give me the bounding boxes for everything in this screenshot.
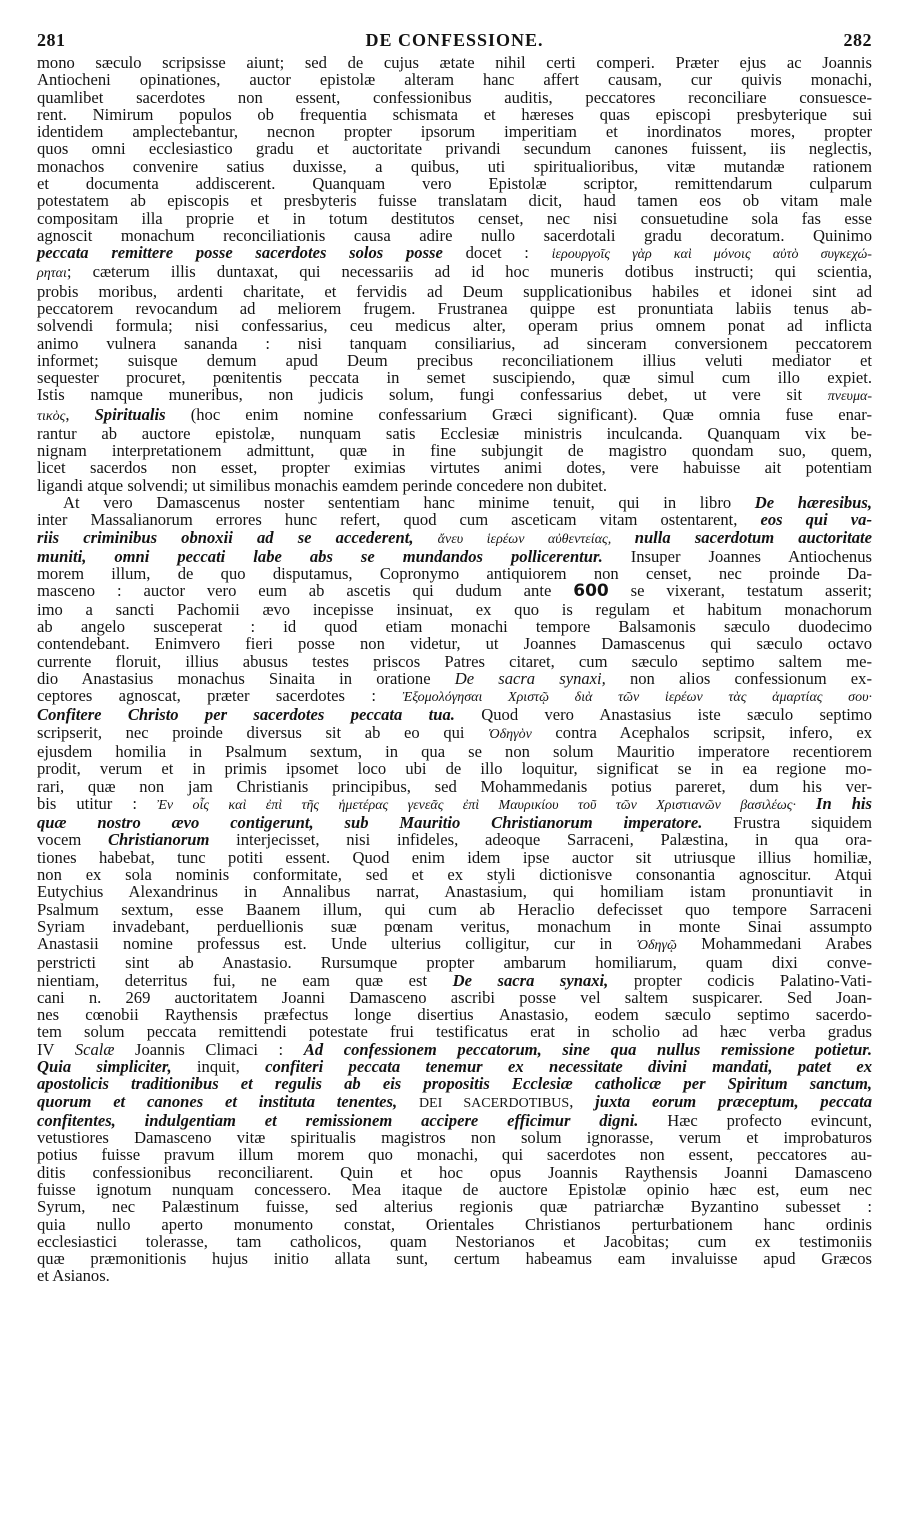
text-run: quia nullo aperto monumento constat, Orientales Christianos perturbationem hanc ordinis	[37, 1214, 872, 1234]
text-line	[37, 972, 872, 989]
page-number-left: 281	[37, 30, 66, 50]
text-line	[37, 1181, 872, 1198]
text-line	[37, 1164, 872, 1181]
text-run: identidem amplectebantur, necnon propter ipsorum imperitiam et inordinatos mores, propter	[37, 122, 872, 142]
text-line	[37, 989, 872, 1006]
text-run: potius fuisse pravum illum morem quo monachi, qui sacerdotes non essent, peccatores au-	[37, 1145, 872, 1165]
text-run: sequester procuret, pœnitentis peccata in semet suscipiendo, quæ simul cum illo expiet.	[37, 368, 872, 388]
text-run: morem illum, de quo disputamus, Copronymo antiquiorem non censet, nec proinde Da-	[37, 564, 872, 584]
text-run: licet sacerdos non esset, propter eximias virtutes animi dotes, vere habuisse ait potentiam	[37, 458, 872, 478]
greek-text: Ὁδηγῷ	[636, 938, 677, 954]
text-run: Insuper Joannes Antiochenus	[602, 546, 872, 566]
text-line	[37, 1112, 872, 1129]
greek-text: Ἐξομολόγησαι Χριστῷ διὰ τῶν ἱερέων τὰς ἁμαρτίας σου·	[402, 690, 872, 706]
greek-text: πνευμα-	[827, 389, 872, 405]
text-run: Quod vero Anastasius iste sæculo septimo	[454, 705, 873, 725]
text-line	[37, 866, 872, 883]
text-run: dio Anastasius monachus Sinaita in oratione	[37, 668, 455, 688]
text-run: contra Acephalos scripsit, infero, ex	[531, 722, 872, 742]
text-run: interjecisset, nisi infideles, adeoque Sarraceni, Palæstina, in qua ora-	[209, 830, 872, 850]
text-line	[37, 778, 872, 795]
text-run: perstricti sint ab Anastasio. Rursumque propter ambarum homiliarum, quam dixi conve-	[37, 953, 872, 973]
text-line	[37, 565, 872, 582]
text-run: ecclesiastici tolerasse, tam catholicos, quam Nestorianos et Jacobitas; cum ex testimoniis	[37, 1231, 872, 1251]
text-run: ,	[65, 404, 95, 424]
text-run: bis utitur :	[37, 793, 157, 813]
text-line	[37, 795, 872, 814]
text-run: animo vulnera sananda : nisi tanquam consiliarius, ad sinceram conversionem peccatorem	[37, 333, 872, 353]
text-line	[37, 54, 872, 71]
body-text	[37, 54, 872, 1285]
text-run: quamlibet sacerdotes non essent, confessionibus auditis, peccatores reconciliare consuesce-	[37, 87, 872, 107]
text-line	[37, 335, 872, 352]
text-run: Hæc profecto evincunt,	[638, 1110, 872, 1130]
text-line	[37, 582, 872, 600]
text-run: DEI SACERDOTIBUS	[418, 1095, 570, 1111]
text-run: juxta eorum præceptum, peccata	[595, 1091, 873, 1111]
text-run: confiteri peccata tenemur ex necessitate divini mandati, patet ex	[265, 1057, 872, 1077]
text-line	[37, 477, 872, 494]
text-line	[37, 954, 872, 971]
text-run: riis criminibus obnoxii ad se accederent,	[37, 527, 438, 547]
text-run: tiones habebat, tunc potiti essent. Quod enim idem ipse auctor sit utriusque illius homiliæ,	[37, 847, 872, 867]
text-run: ; cæterum illis duntaxat, qui necessariis ad id hoc muneris dotibus instructi; qui scientia,	[66, 262, 872, 282]
text-line	[37, 831, 872, 848]
text-line	[37, 244, 872, 263]
text-run: rari, quæ non jam Christianis principibus, sed Mohammedanis potius pareret, dum his ver-	[37, 776, 872, 796]
text-line	[37, 283, 872, 300]
text-line	[37, 352, 872, 369]
text-line	[37, 263, 872, 282]
text-run: inquit,	[171, 1057, 266, 1077]
text-run: Quia simpliciter,	[37, 1057, 172, 1077]
text-run: De hæresibus,	[754, 493, 872, 513]
greek-text: ἄνευ ἱερέων αὐθεντείας,	[437, 531, 635, 547]
text-run: quæ præmonitionis hujus initio allata sunt, certum habeamus eam invaluisse apud Græcos	[37, 1249, 872, 1269]
text-line	[37, 1129, 872, 1146]
text-run: nientiam, deterritus fui, ne eam quæ est	[37, 970, 453, 990]
text-line	[37, 1233, 872, 1250]
text-run: agnoscit monachum reconciliationis causa adire nullo sacerdotali gradu decoratum. Quinimo	[37, 225, 872, 245]
text-line	[37, 935, 872, 954]
text-line	[37, 743, 872, 760]
paragraph	[37, 494, 872, 1285]
text-line	[37, 1075, 872, 1092]
text-line	[37, 210, 872, 227]
text-line	[37, 1250, 872, 1267]
text-line	[37, 670, 872, 687]
text-run: imo a sancti Pachomii ævo incepisse insinuat, ex quo is regulam et habitum monachorum	[37, 599, 872, 619]
text-line	[37, 459, 872, 476]
text-line	[37, 548, 872, 565]
text-run: rantur ab auctore epistolæ, nunquam satis Ecclesiæ ministris inculcanda. Quanquam vix be-	[37, 423, 872, 443]
text-run: cani n. 269 auctoritatem Joanni Damasceno ascribi posse vel saltem suspicarer. Sed Joan-	[37, 987, 872, 1007]
text-line	[37, 89, 872, 106]
text-run: ab angelo susceperat : id quod etiam monachi tempore Balsamonis sæculo duodecimo	[37, 617, 872, 636]
text-run: apostolicis traditionibus et regulis ab eis propositis Ecclesiæ catholicæ per Spiritum sanctum,	[37, 1074, 872, 1094]
text-line	[37, 158, 872, 175]
text-line	[37, 425, 872, 442]
text-line	[37, 192, 872, 209]
text-run: nignam interpretationem admittunt, quæ in fine subjungit de magistro quondam suo, quem,	[37, 441, 872, 461]
text-line	[37, 442, 872, 459]
text-run: Antiocheni opinationes, auctor epistolæ alteram hanc affert causam, cur quivis monachi,	[37, 70, 872, 90]
text-run: ligandi atque solvendi; ut similibus monachis eamdem perinde concedere non dubitet.	[37, 475, 608, 495]
text-run: Scalæ	[74, 1039, 115, 1059]
page-number-right: 282	[843, 30, 872, 50]
text-line	[37, 724, 872, 743]
text-run: peccata remittere posse sacerdotes solos posse	[37, 243, 443, 263]
text-run: Psalmum sextum, esse Baanem illum, qui cum ab Heraclio defecisset quo tempore Sarraceni	[37, 899, 872, 919]
text-run: Frustra siquidem	[702, 813, 873, 833]
text-line	[37, 814, 872, 831]
text-run: Christianorum	[107, 830, 210, 850]
text-line	[37, 1216, 872, 1233]
text-run: vocem	[37, 830, 108, 850]
text-line	[37, 601, 872, 618]
text-run: informet; suisque demum apud Deum precibus reconciliationem illius veluti mediator et	[37, 350, 872, 370]
text-run: Confitere Christo per sacerdotes peccata tua.	[37, 705, 455, 725]
text-run: non ex sola nominis conformitate, sed et ex styli dictionisve consonantia agnoscitur. Atqui	[37, 864, 872, 884]
text-run: Anastasii nomine professus est. Unde ulterius colligitur, cur in	[37, 934, 637, 954]
text-run: quæ nostro ævo contigerunt, sub Mauritio Christianorum imperatore.	[37, 813, 703, 833]
text-line	[37, 227, 872, 244]
text-run: peccatorem revocandum ad meliorem frugem. Frustranea quippe est pronuntiata labiis tenus ab-	[37, 298, 872, 318]
text-run: De sacra synaxi,	[454, 668, 606, 688]
text-run: IV	[37, 1039, 75, 1059]
text-line	[37, 494, 872, 511]
text-run: Spiritualis	[94, 404, 166, 424]
text-line	[37, 653, 872, 670]
text-run: Eutychius Alexandrinus in Annalibus narrat, Anastasium, qui homiliam istam pronuntiavit in	[37, 882, 872, 902]
text-run: et Asianos.	[37, 1266, 110, 1286]
text-run: potestatem ab episcopis et presbyteris fuisse translatam dicit, haud tamen eos ob vitam male	[37, 191, 872, 211]
text-line	[37, 386, 872, 405]
text-line	[37, 1006, 872, 1023]
text-line	[37, 300, 872, 317]
running-title: DE CONFESSIONE.	[365, 30, 544, 50]
text-line	[37, 635, 872, 652]
text-run: monachos convenire satius duxisse, a quibus, uti spiritualioribus, vitæ mutandæ rationem	[37, 156, 872, 176]
text-run: propter codicis Palatino-Vati-	[608, 970, 873, 990]
numeral: 600	[573, 581, 609, 602]
text-line	[37, 529, 872, 548]
greek-text: ἱερουργοῖς γὰρ καὶ μόνοις αὐτὸ συγκεχώ-	[551, 247, 872, 263]
text-line	[37, 1146, 872, 1163]
text-line	[37, 687, 872, 706]
text-line	[37, 901, 872, 918]
text-line	[37, 1023, 872, 1040]
text-run: Istis namque muneribus, non judicis solum, fungi confessarius debet, ut vere sit	[37, 385, 828, 405]
text-run: inter Massalianorum errores hunc refert, quod cum asceticam vitam ostentarent,	[37, 510, 761, 530]
text-run: ,	[569, 1091, 596, 1111]
text-run: currente floruit, illius abusus testes priscos Patres citaret, cum sæculo septimo saltem me-	[37, 651, 872, 671]
text-line	[37, 883, 872, 900]
greek-text: Ἐν οἷς καὶ ἐπὶ τῆς ἡμετέρας γενεᾶς ἐπὶ Μαυρικίου τοῦ τῶν Χριστιανῶν βασιλέως·	[156, 797, 796, 813]
text-run: et documenta addiscerent. Quanquam vero Epistolæ scriptor, remittendarum culparum	[37, 173, 872, 193]
text-run: muniti, omni peccati labe abs se mundandos pollicerentur.	[37, 546, 603, 566]
text-run: confitentes, indulgentiam et remissionem accipere efficimur digni.	[37, 1110, 639, 1130]
text-line	[37, 406, 872, 425]
text-run: Joannis Climaci :	[114, 1039, 304, 1059]
text-run: vetustiores Damasceno vitæ spiritualis magistros non solum ignorasse, verum et improbaturos	[37, 1128, 872, 1148]
text-run: ceptores agnoscat, præter sacerdotes :	[37, 686, 403, 706]
greek-text: ρηται	[37, 266, 67, 282]
text-run: Ad confessionem peccatorum, sine qua nullus remissione potietur.	[303, 1039, 872, 1059]
text-run: fuisse ignotum nunquam concessero. Mea itaque de auctore Epistolæ opinio hæc est, eum nec	[37, 1180, 872, 1199]
text-line	[37, 511, 872, 528]
text-line	[37, 706, 872, 723]
text-line	[37, 123, 872, 140]
text-run: prodit, verum et in primis ipsomet loco ubi de illo loquitur, significat se in ea regione mo-	[37, 759, 872, 779]
running-header	[37, 30, 872, 54]
text-run: In his	[796, 793, 873, 813]
text-line	[37, 140, 872, 157]
greek-text: Ὁδηγὸν	[488, 726, 532, 742]
text-run: scripserit, nec proinde diversus sit ab eo qui	[37, 722, 489, 742]
text-run: rent. Nimirum populos ob frequentia schismata et hæreses quas episcopi presbyterique sui	[37, 104, 872, 124]
greek-text: τικὸς	[37, 408, 66, 424]
text-run: eos qui va-	[760, 510, 872, 530]
text-line	[37, 369, 872, 386]
text-run: ejusdem homilia in Psalmum sextum, in qua se non solum Mauritio imperatore recentiorem	[37, 741, 872, 761]
text-run: nulla sacerdotum auctoritate	[634, 527, 873, 547]
text-run: contendebant. Enimvero fieri posse non videtur, ut Joannes Damascenus qui sæculo octavo	[37, 634, 872, 654]
text-run: De sacra synaxi,	[452, 970, 609, 990]
text-run: Mohammedani Arabes	[676, 934, 872, 954]
text-run: tem solum peccata remittendi potestate frui testificatus erat in scholio ad hæc verba gradus	[37, 1022, 872, 1042]
text-line	[37, 1093, 872, 1112]
text-run: se vixerant, testatum asserit;	[608, 581, 872, 601]
text-run: Syriam invadebant, perduellionis suæ pœnam veritus, monachum in monte Sinai assumpto	[37, 916, 872, 936]
text-run: mono sæculo scripsisse aiunt; sed de cujus ætate nihil certi comperi. Præter ejus ac Joannis	[37, 53, 872, 72]
text-line	[37, 760, 872, 777]
text-line	[37, 71, 872, 88]
text-run: ditis confessionibus reconciliarent. Quin et hoc opus Joannis Raythensis Joanni Damasceno	[37, 1162, 872, 1182]
text-run: quorum et canones et instituta tenentes,	[37, 1091, 419, 1111]
text-line	[37, 1198, 872, 1215]
text-run: compositam illa proprie et in totum destitutos censet, nec nisi consuetudine sola fas esse	[37, 208, 872, 228]
text-line	[37, 317, 872, 334]
text-run: At vero Damascenus noster sententiam hanc minime tenuit, qui in libro	[63, 493, 755, 513]
text-line	[37, 1058, 872, 1075]
text-run: masceno : auctor vero eum ab ascetis qui dudum ante	[37, 581, 574, 601]
text-line	[37, 1041, 872, 1058]
text-run: quos omni ecclesiastico gradu et auctoritate privandi secundum canones fuissent, iis neglectis,	[37, 139, 872, 159]
text-run: Syrum, nec Palæstinum fuisse, sed alterius regionis quæ patriarchæ Byzantino subesset :	[37, 1197, 872, 1217]
paragraph	[37, 54, 872, 494]
text-line	[37, 618, 872, 635]
text-line	[37, 918, 872, 935]
text-run: solvendi formula; nisi confessarius, ceu medicus alter, operam prius omnem ponat ad inflicta	[37, 316, 872, 336]
text-run: nes cœnobii Raythensis præfectus longe disertius Anastasio, eodem sæculo septimo sacerdo-	[37, 1005, 872, 1025]
text-run: non alios confessionum ex-	[605, 668, 872, 688]
text-run: docet :	[442, 243, 552, 263]
text-line	[37, 849, 872, 866]
text-line	[37, 106, 872, 123]
text-line	[37, 175, 872, 192]
text-run: (hoc enim nomine confessarium Græci significant). Quæ omnia fuse enar-	[165, 404, 872, 424]
text-run: probis moribus, ardenti charitate, et fervidis ad Deum supplicationibus habiles et idonei sint ad	[37, 281, 872, 301]
text-line	[37, 1267, 872, 1284]
